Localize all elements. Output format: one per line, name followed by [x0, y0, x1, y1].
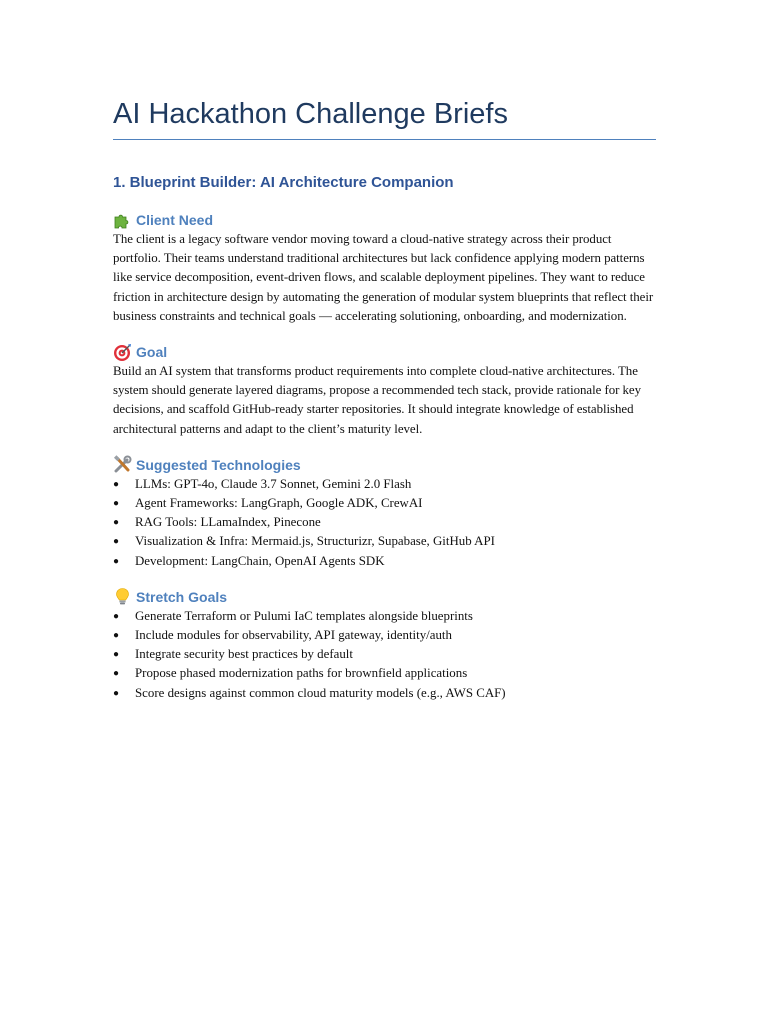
section-title: 1. Blueprint Builder: AI Architecture Companion: [113, 174, 454, 191]
bullet-icon: ●: [113, 668, 120, 680]
technologies-heading: [113, 455, 656, 475]
technologies-list: [113, 475, 656, 571]
goal-heading: [113, 342, 656, 362]
list-item: ● RAG Tools: LLamaIndex, Pinecone: [113, 513, 656, 532]
stretch-goals-label: Stretch Goals: [136, 588, 228, 605]
list-item: ● Development: LangChain, OpenAI Agents SDK: [113, 552, 656, 571]
stretch-goals-heading: [113, 587, 656, 607]
bullet-icon: ●: [113, 555, 120, 567]
list-item: ● Include modules for observability, API gateway, identity/auth: [113, 626, 656, 645]
lightbulb-icon: [113, 587, 132, 606]
bullet-icon: ●: [113, 498, 120, 510]
list-item: ● LLMs: GPT-4o, Claude 3.7 Sonnet, Gemini 2.0 Flash: [113, 475, 656, 494]
bullet-icon: ●: [113, 610, 120, 622]
technologies-label: Suggested Technologies: [136, 456, 301, 473]
list-item: ● Agent Frameworks: LangGraph, Google ADK, CrewAI: [113, 494, 656, 513]
list-item: ● Propose phased modernization paths for brownfield applications: [113, 664, 656, 683]
bullet-icon: ●: [113, 687, 120, 699]
tools-icon: [113, 455, 132, 474]
goal-label: Goal: [136, 344, 168, 361]
stretch-goals-list: [113, 607, 656, 703]
list-item: ● Score designs against common cloud maturity models (e.g., AWS CAF): [113, 684, 656, 703]
goal-text: Build an AI system that transforms product requirements into complete cloud-native architectures. The system should generate layered diagrams, propose a recommended tech stack, provide rationale for key decisions, and scaffold GitHub-ready starter repositories. It should integrate knowledge of established architectural patterns and adapt to the client’s maturity level.: [113, 364, 641, 436]
target-icon: [113, 343, 132, 362]
document-title: AI Hackathon Challenge Briefs: [113, 96, 656, 140]
list-item: ● Visualization & Infra: Mermaid.js, Structurizr, Supabase, GitHub API: [113, 532, 656, 551]
list-item: ● Integrate security best practices by default: [113, 645, 656, 664]
bullet-icon: ●: [113, 630, 120, 642]
bullet-icon: ●: [113, 649, 120, 661]
bullet-icon: ●: [113, 536, 120, 548]
client-need-label: Client Need: [136, 212, 214, 228]
bullet-icon: ●: [113, 478, 120, 490]
document-page: [113, 96, 656, 703]
client-need-heading: [113, 210, 656, 230]
list-item: ● Generate Terraform or Pulumi IaC templates alongside blueprints: [113, 607, 656, 626]
puzzle-icon: [113, 211, 132, 230]
client-need-text: The client is a legacy software vendor moving toward a cloud-native strategy across their product portfolio. Their teams understand traditional architectures but lack confidence applying modern patterns like service decomposition, event-driven flows, and scalable deployment pipelines. They want to reduce friction in architecture design by automating the generation of modular system blueprints that reflect their business constraints and technical goals — accelerating solutioning, onboarding, and modernization.: [113, 232, 654, 323]
bullet-icon: ●: [113, 517, 120, 529]
